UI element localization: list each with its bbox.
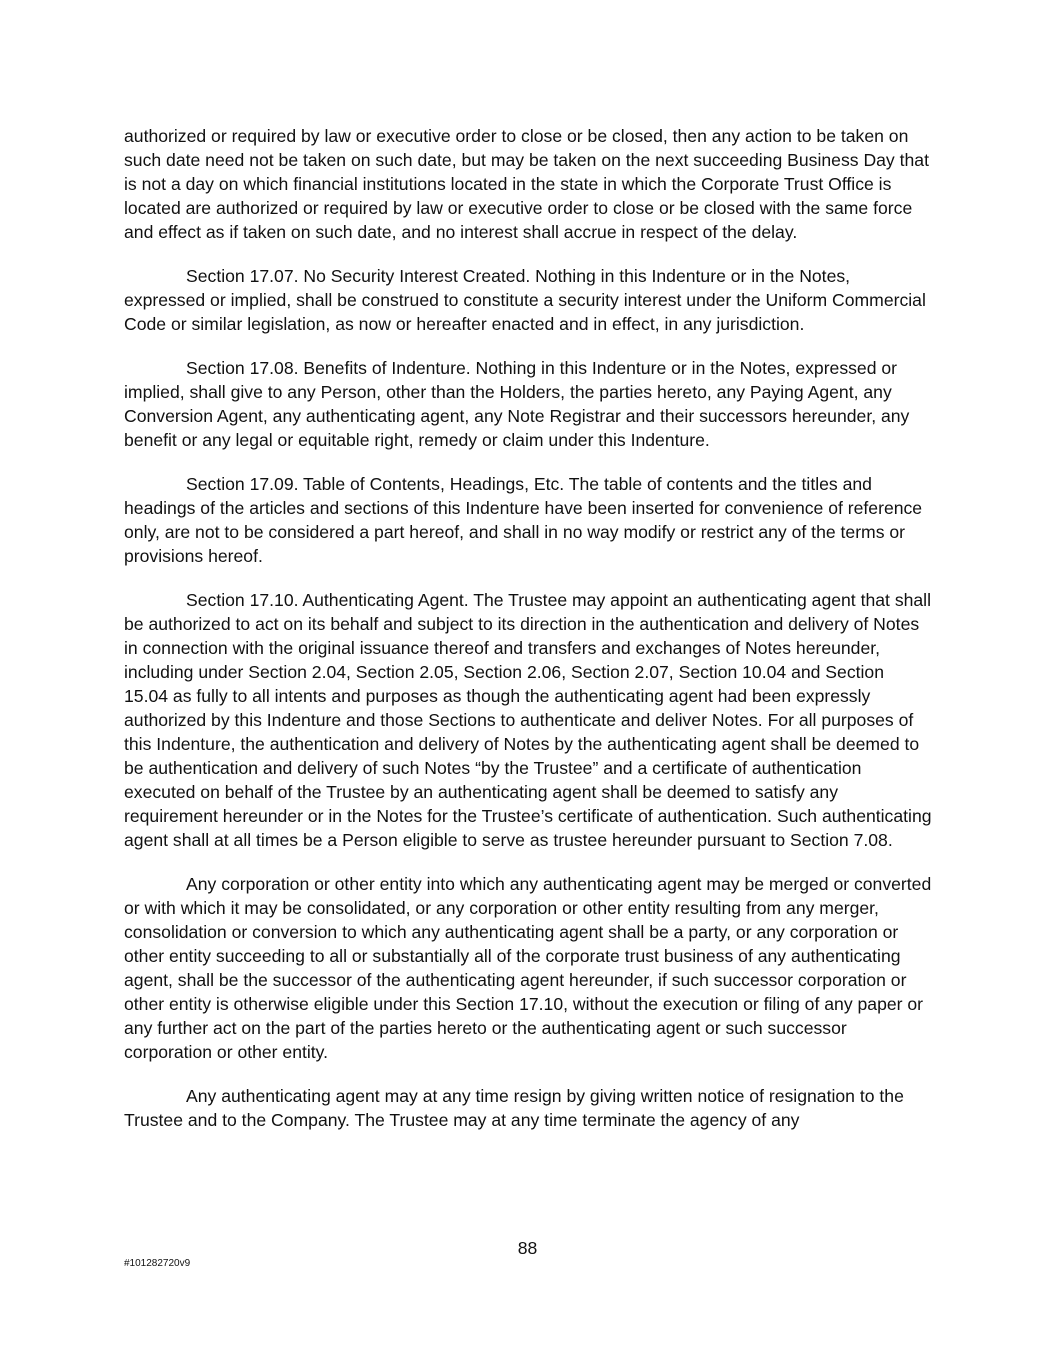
- document-id: #101282720v9: [124, 1258, 191, 1269]
- paragraph-section-17-10: Section 17.10. Authenticating Agent. The Trustee may appoint an authenticating agent that shall be authorized to act on its behalf and subject to its direction in the authentication and delivery of Notes in connection with the original issuance thereof and transfers and exchanges of Notes hereunder, including under Section 2.04, Section 2.05, Section 2.06, Section 2.07, Section 10.04 and Section 15.04 as fully to all intents and purposes as though the authenticating agent had been expressly authorized by this Indenture and those Sections to authenticate and deliver Notes. For all purposes of this Indenture, the authentication and delivery of Notes by the authenticating agent shall be deemed to be authentication and delivery of such Notes “by the Trustee” and a certificate of authentication executed on behalf of the Trustee by an authenticating agent shall be deemed to satisfy any requirement hereunder or in the Notes for the Trustee’s certificate of authentication. Such authenticating agent shall at all times be a Person eligible to serve as trustee hereunder pursuant to Section 7.08.: [124, 590, 932, 850]
- paragraph-section-17-08: Section 17.08. Benefits of Indenture. Nothing in this Indenture or in the Notes, expressed or implied, shall give to any Person, other than the Holders, the parties hereto, any Paying Agent, any Conversion Agent, any authenticating agent, any Note Registrar and their successors hereunder, any benefit or any legal or equitable right, remedy or claim under this Indenture.: [124, 358, 910, 450]
- page-number: 88: [517, 1238, 538, 1258]
- document-body: [124, 124, 932, 1152]
- paragraph-continuation: authorized or required by law or executive order to close or be closed, then any action to be taken on such date need not be taken on such date, but may be taken on the next succeeding Business Day that is not a day on which financial institutions located in the state in which the Corporate Trust Office is located are authorized or required by law or executive order to close or be closed with the same force and effect as if taken on such date, and no interest shall accrue in respect of the delay.: [124, 126, 929, 242]
- paragraph-resignation: Any authenticating agent may at any time resign by giving written notice of resignation to the Trustee and to the Company. The Trustee may at any time terminate the agency of any: [124, 1086, 904, 1130]
- paragraph-section-17-07: Section 17.07. No Security Interest Created. Nothing in this Indenture or in the Notes, expressed or implied, shall be construed to constitute a security interest under the Uniform Commercial Code or similar legislation, as now or hereafter enacted and in effect, in any jurisdiction.: [124, 266, 926, 334]
- paragraph-successor-agent: Any corporation or other entity into which any authenticating agent may be merged or converted or with which it may be consolidated, or any corporation or other entity resulting from any merger, consolidation or conversion to which any authenticating agent shall be a party, or any corporation or other entity succeeding to all or substantially all of the corporate trust business of any authenticating agent, shall be the successor of the authenticating agent hereunder, if such successor corporation or other entity is otherwise eligible under this Section 17.10, without the execution or filing of any paper or any further act on the part of the parties hereto or the authenticating agent or such successor corporation or other entity.: [124, 874, 932, 1062]
- paragraph-section-17-09: Section 17.09. Table of Contents, Headings, Etc. The table of contents and the titles and headings of the articles and sections of this Indenture have been inserted for convenience of reference only, are not to be considered a part hereof, and shall in no way modify or restrict any of the terms or provisions hereof.: [124, 474, 923, 566]
